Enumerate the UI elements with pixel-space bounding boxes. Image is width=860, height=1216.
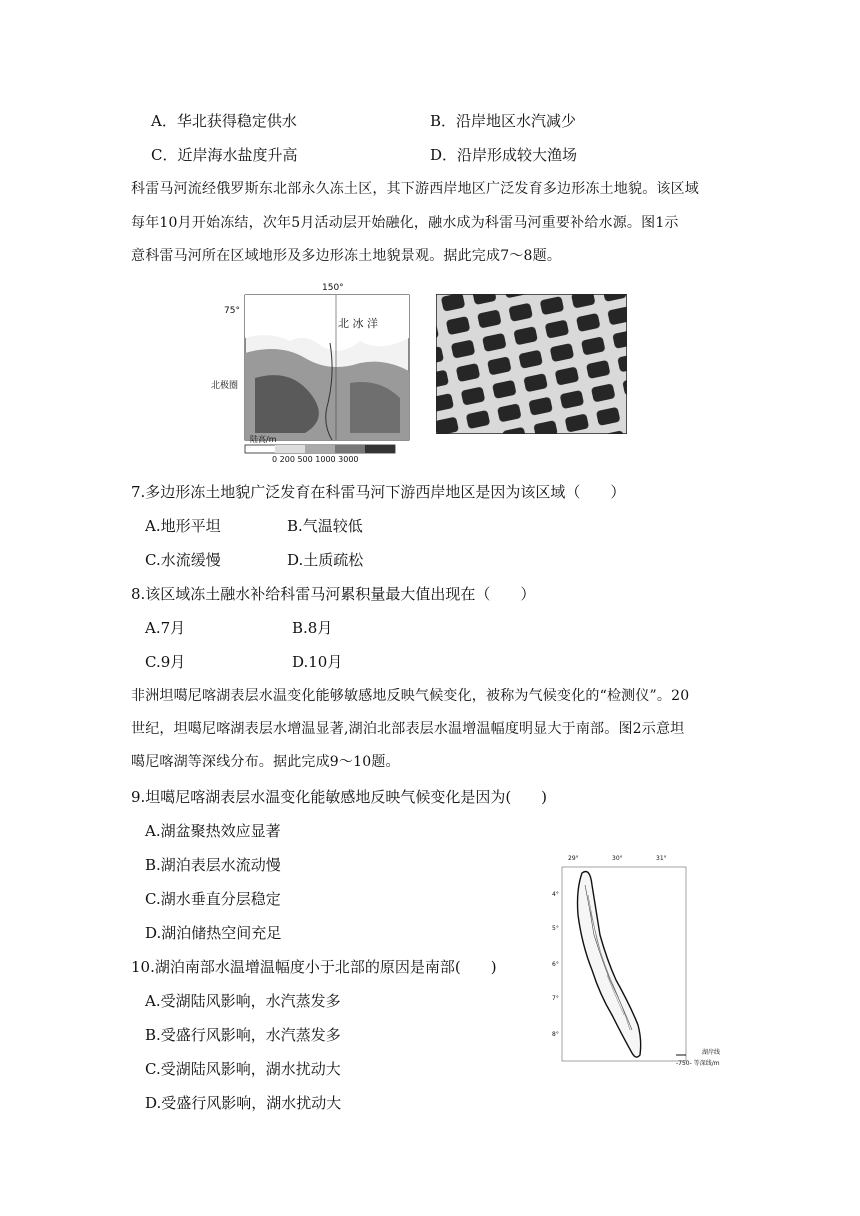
lat-7-label: 7° bbox=[552, 995, 559, 1002]
passage1-line2: 每年10月开始冻结，次年5月活动层开始融化，融水成为科雷马河重要补给水源。图1示 bbox=[131, 215, 679, 231]
lat-8-label: 8° bbox=[552, 1031, 559, 1038]
passage2-line2: 世纪，坦噶尼喀湖表层水增温显著,湖泊北部表层水温增温幅度明显大于南部。图2示意坦 bbox=[131, 721, 685, 737]
q7-option-c: C.水流缓慢 bbox=[145, 551, 221, 569]
q6-option-b: B．沿岸地区水汽减少 bbox=[430, 112, 577, 130]
figure2-lake-bathymetry bbox=[552, 855, 744, 1067]
q6-option-a: A．华北获得稳定供水 bbox=[151, 112, 297, 130]
q10-option-c: C.受湖陆风影响，湖水扰动大 bbox=[145, 1060, 341, 1078]
arctic-circle-label: 北极圈 bbox=[211, 381, 239, 391]
map-longitude-label: 150° bbox=[322, 283, 344, 293]
passage2-line1: 非洲坦噶尼喀湖表层水温变化能够敏感地反映气候变化，被称为气候变化的“检测仪”。20 bbox=[131, 688, 690, 704]
q9-option-b: B.湖泊表层水流动慢 bbox=[145, 856, 281, 874]
q8-stem: 8.该区域冻土融水补给科雷马河累积量最大值出现在（ ） bbox=[131, 585, 536, 603]
lat-4-label: 4° bbox=[552, 891, 559, 898]
arctic-ocean-label: 北 冰 洋 bbox=[338, 317, 378, 330]
q8-option-c: C.9月 bbox=[145, 653, 186, 671]
passage1-line1: 科雷马河流经俄罗斯东北部永久冻土区，其下游西岸地区广泛发育多边形冻土地貌。该区域 bbox=[131, 181, 699, 197]
q8-option-b: B.8月 bbox=[292, 619, 333, 637]
elevation-legend-title: 陆高/m bbox=[250, 435, 277, 444]
q7-option-b: B.气温较低 bbox=[287, 517, 363, 535]
elevation-legend-ticks: 0 200 500 1000 3000 bbox=[272, 455, 359, 464]
q10-option-b: B.受盛行风影响，水汽蒸发多 bbox=[145, 1026, 341, 1044]
passage1-line3: 意科雷马河所在区域地形及多边形冻土地貌景观。据此完成7～8题。 bbox=[131, 248, 562, 264]
q10-stem: 10.湖泊南部水温增温幅度小于北部的原因是南部( ) bbox=[131, 958, 497, 976]
map-latitude-label: 75° bbox=[224, 306, 240, 316]
lon-30-label: 30° bbox=[612, 855, 623, 862]
q7-option-a: A.地形平坦 bbox=[145, 517, 221, 535]
q8-option-d: D.10月 bbox=[292, 653, 343, 671]
lon-29-label: 29° bbox=[568, 855, 579, 862]
q8-option-a: A.7月 bbox=[145, 619, 186, 637]
depth-contour-legend: -750- 等深线/m bbox=[676, 1060, 720, 1067]
lon-31-label: 31° bbox=[656, 855, 667, 862]
figure1-terrain-map bbox=[210, 283, 415, 468]
figure1-permafrost-photo bbox=[436, 294, 627, 434]
q9-option-d: D.湖泊储热空间充足 bbox=[145, 924, 282, 942]
q9-option-c: C.湖水垂直分层稳定 bbox=[145, 890, 281, 908]
lat-5-label: 5° bbox=[552, 925, 559, 932]
q6-option-c: C．近岸海水盐度升高 bbox=[151, 146, 298, 164]
lat-6-label: 6° bbox=[552, 961, 559, 968]
passage2-line3: 噶尼喀湖等深线分布。据此完成9～10题。 bbox=[131, 754, 400, 770]
shoreline-legend: 湖岸线 bbox=[702, 1049, 721, 1056]
q9-option-a: A.湖盆聚热效应显著 bbox=[145, 822, 281, 840]
q10-option-a: A.受湖陆风影响，水汽蒸发多 bbox=[145, 992, 341, 1010]
q7-option-d: D.土质疏松 bbox=[287, 551, 364, 569]
q9-stem: 9.坦噶尼喀湖表层水温变化能敏感地反映气候变化是因为( ) bbox=[131, 788, 548, 806]
q6-option-d: D．沿岸形成较大渔场 bbox=[430, 146, 578, 164]
q7-stem: 7.多边形冻土地貌广泛发育在科雷马河下游西岸地区是因为该区域（ ） bbox=[131, 483, 626, 501]
q10-option-d: D.受盛行风影响，湖水扰动大 bbox=[145, 1094, 342, 1112]
